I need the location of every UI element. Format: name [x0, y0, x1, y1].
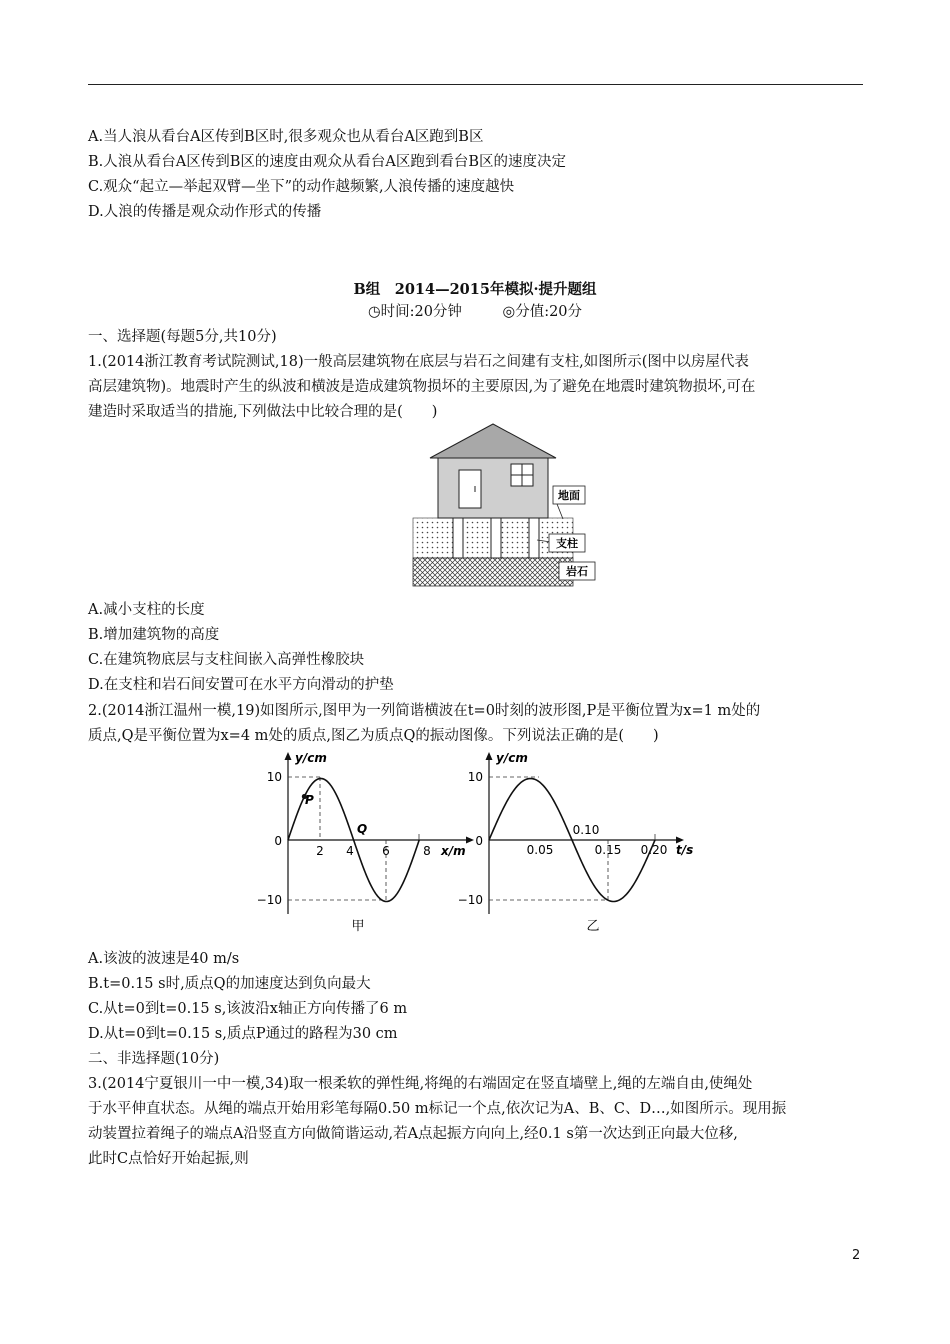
- q1-line-3: 建造时采取适当的措施,下列做法中比较合理的是( ): [88, 404, 438, 420]
- part1-heading: 一、选择题(每题5分,共10分): [88, 329, 277, 345]
- q3-line-4: 此时C点恰好开始起振,则: [88, 1151, 249, 1167]
- q1-line-1: 1.(2014浙江教育考试院测试,18)一般高层建筑物在底层与岩石之间建有支柱,如图所示(图中以房屋代表: [88, 354, 749, 370]
- xtick-020: 0.20: [640, 843, 668, 857]
- xtick-4: 4: [346, 844, 354, 858]
- wave-chart-jia: [256, 748, 490, 938]
- building-figure: [405, 420, 605, 590]
- q1-option-d: D.在支柱和岩石间安置可在水平方向滑动的护垫: [88, 677, 394, 693]
- xtick-010: 0.10: [572, 823, 600, 837]
- ytick-min: −10: [457, 893, 483, 907]
- pillar: [453, 518, 463, 558]
- ytick-zero: 0: [274, 834, 282, 848]
- header-rule: [88, 84, 863, 85]
- q2-option-a: A.该波的波速是40 m/s: [88, 951, 240, 967]
- door: [459, 470, 481, 508]
- label-q: Q: [357, 822, 368, 836]
- prev-option-a: A.当人浪从看台A区传到B区时,很多观众也从看台A区跑到B区: [88, 129, 484, 145]
- xtick-015: 0.15: [594, 843, 622, 857]
- rock-label: 岩石: [566, 565, 588, 578]
- ytick-zero: 0: [475, 834, 483, 848]
- section-meta: [0, 300, 950, 321]
- ytick-max: 10: [467, 770, 483, 784]
- q3-line-1: 3.(2014宁夏银川一中一模,34)取一根柔软的弹性绳,将绳的右端固定在竖直墙壁上,绳的左端自由,使绳处: [88, 1076, 753, 1092]
- q1-option-c: C.在建筑物底层与支柱间嵌入高弹性橡胶块: [88, 652, 365, 668]
- ytick-max: 10: [266, 770, 282, 784]
- prev-option-c: C.观众“起立—举起双臂—坐下”的动作越频繁,人浪传播的速度越快: [88, 179, 515, 195]
- q3-line-3: 动装置拉着绳子的端点A沿竖直方向做简谐运动,若A点起振方向向上,经0.1 s第一次达到正向最大位移,: [88, 1126, 738, 1142]
- q3-line-2: 于水平伸直状态。从绳的端点开始用彩笔每隔0.50 m标记一个点,依次记为A、B、C、D…,如图所示。现用振: [88, 1101, 787, 1117]
- y-axis-arrow: [285, 752, 292, 760]
- q2-line-2: 质点,Q是平衡位置为x=4 m处的质点,图乙为质点Q的振动图像。下列说法正确的是( ): [88, 728, 659, 744]
- section-score: ◎分值:20分: [502, 304, 583, 320]
- pillar: [529, 518, 539, 558]
- xtick-6: 6: [382, 844, 390, 858]
- xtick-005: 0.05: [526, 843, 554, 857]
- caption-jia: 甲: [351, 919, 365, 934]
- label-p: P: [305, 793, 314, 807]
- ylabel: y/cm: [295, 751, 327, 765]
- section-time: ◷时间:20分钟: [367, 304, 462, 320]
- q2-option-b: B.t=0.15 s时,质点Q的加速度达到负向最大: [88, 976, 371, 992]
- xlabel: x/m: [441, 844, 466, 858]
- q1-line-2: 高层建筑物)。地震时产生的纵波和横波是造成建筑物损坏的主要原因,为了避免在地震时建筑物损坏,可在: [88, 379, 756, 395]
- rock-layer: [413, 558, 573, 586]
- q1-option-a: A.减小支柱的长度: [88, 602, 205, 618]
- q2-option-d: D.从t=0到t=0.15 s,质点P通过的路程为30 cm: [88, 1026, 398, 1042]
- pillar: [491, 518, 501, 558]
- ground-label: 地面: [558, 489, 580, 502]
- page-number: 2: [852, 1248, 861, 1263]
- ytick-min: −10: [256, 893, 282, 907]
- y-axis-arrow: [486, 752, 493, 760]
- prev-option-d: D.人浪的传播是观众动作形式的传播: [88, 204, 322, 220]
- xtick-2: 2: [316, 844, 324, 858]
- q2-option-c: C.从t=0到t=0.15 s,该波沿x轴正方向传播了6 m: [88, 1001, 408, 1017]
- caption-yi: 乙: [586, 919, 600, 934]
- q2-line-1: 2.(2014浙江温州一模,19)如图所示,图甲为一列简谐横波在t=0时刻的波形图,P是平衡位置为x=1 m处的: [88, 703, 761, 719]
- house-roof: [430, 424, 556, 458]
- wave-chart-yi: [457, 748, 708, 938]
- part2-heading: 二、非选择题(10分): [88, 1051, 220, 1067]
- pillar-label: 支柱: [556, 537, 578, 550]
- section-title: B组 2014—2015年模拟·提升题组: [353, 281, 597, 298]
- ylabel: y/cm: [496, 751, 528, 765]
- xtick-8: 8: [423, 844, 431, 858]
- xlabel: t/s: [676, 843, 694, 857]
- prev-option-b: B.人浪从看台A区传到B区的速度由观众从看台A区跑到看台B区的速度决定: [88, 154, 567, 170]
- q1-option-b: B.增加建筑物的高度: [88, 627, 220, 643]
